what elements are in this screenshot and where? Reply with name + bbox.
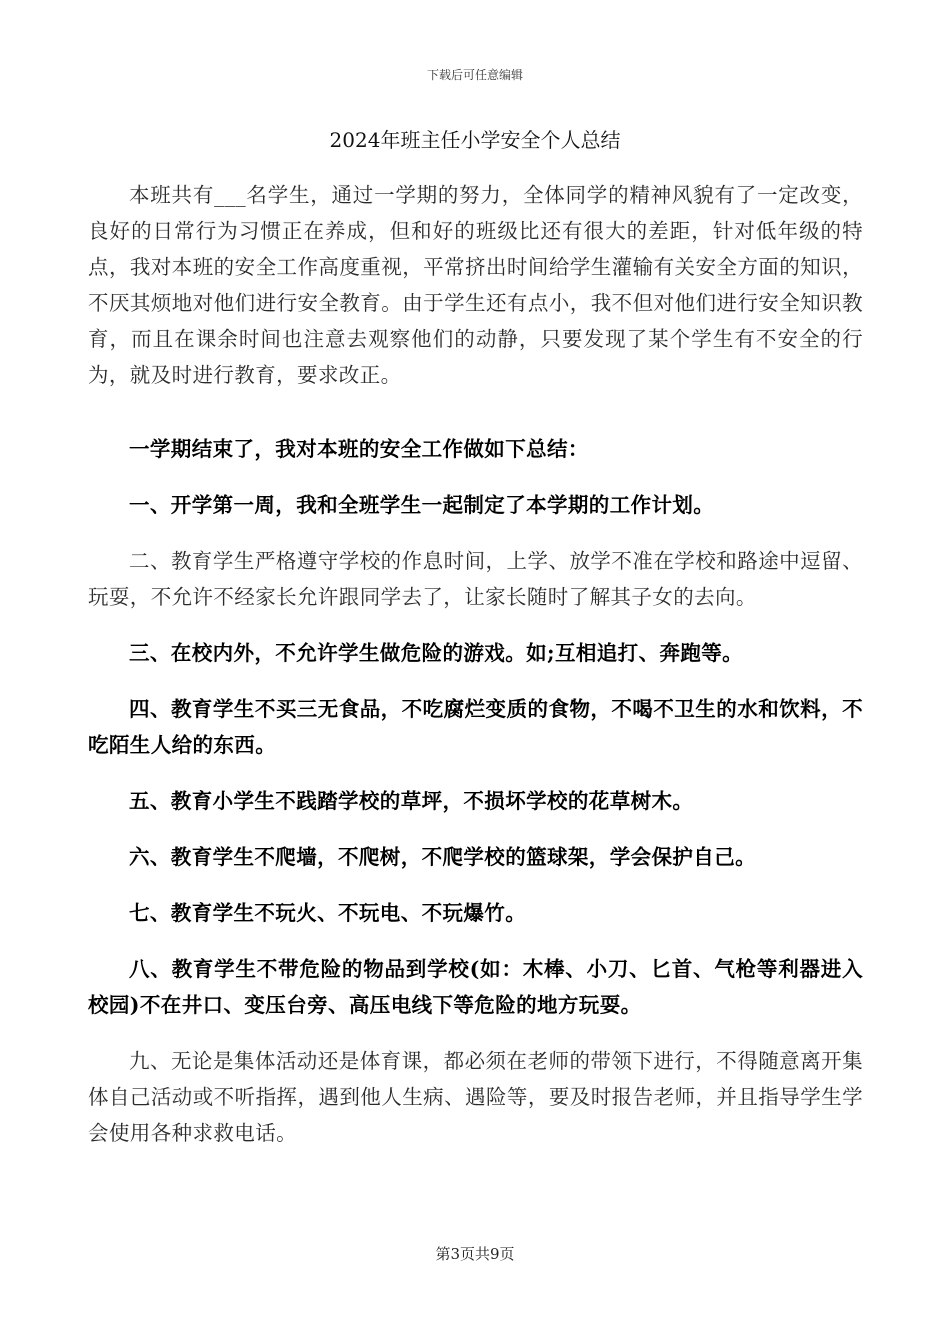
paragraph-item-5: 五、教育小学生不践踏学校的草坪，不损坏学校的花草树木。 (129, 789, 694, 813)
header-note: 下载后可任意编辑 (426, 68, 523, 82)
document-body (88, 177, 863, 1151)
document-title: 2024年班主任小学安全个人总结 (329, 128, 621, 152)
paragraph-summary-lead: 一学期结束了，我对本班的安全工作做如下总结： (129, 437, 589, 461)
paragraph-item-4: 四、教育学生不买三无食品，不吃腐烂变质的食物，不喝不卫生的水和饮料，不吃陌生人给的东西。 (88, 697, 863, 757)
paragraph-item-8: 八、教育学生不带危险的物品到学校(如：木棒、小刀、匕首、气枪等利器进入校园)不在井口、变压台旁、高压电线下等危险的地方玩耍。 (88, 957, 863, 1017)
paragraph-intro: 本班共有___名学生，通过一学期的努力，全体同学的精神风貌有了一定改变，良好的日常行为习惯正在养成，但和好的班级比还有很大的差距，针对低年级的特点，我对本班的安全工作高度重视，平常挤出时间给学生灌输有关安全方面的知识，不厌其烦地对他们进行安全教育。由于学生还有点小，我不但对他们进行安全知识教育，而且在课余时间也注意去观察他们的动静，只要发现了某个学生有不安全的行为，就及时进行教育，要求改正。 (88, 183, 863, 387)
paragraph-item-1: 一、开学第一周，我和全班学生一起制定了本学期的工作计划。 (129, 493, 715, 517)
page-number-footer: 第3页共9页 (435, 1245, 515, 1263)
paragraph-item-6: 六、教育学生不爬墙，不爬树，不爬学校的篮球架，学会保护自己。 (129, 845, 756, 869)
paragraph-item-2: 二、教育学生严格遵守学校的作息时间，上学、放学不准在学校和路途中逗留、玩耍，不允许不经家长允许跟同学去了，让家长随时了解其子女的去向。 (88, 549, 863, 609)
paragraph-item-9: 九、无论是集体活动还是体育课，都必须在老师的带领下进行，不得随意离开集体自己活动或不听指挥，遇到他人生病、遇险等，要及时报告老师，并且指导学生学会使用各种求救电话。 (88, 1049, 863, 1145)
paragraph-item-7: 七、教育学生不玩火、不玩电、不玩爆竹。 (129, 901, 527, 925)
paragraph-item-3: 三、在校内外，不允许学生做危险的游戏。如;互相追打、奔跑等。 (129, 641, 744, 665)
